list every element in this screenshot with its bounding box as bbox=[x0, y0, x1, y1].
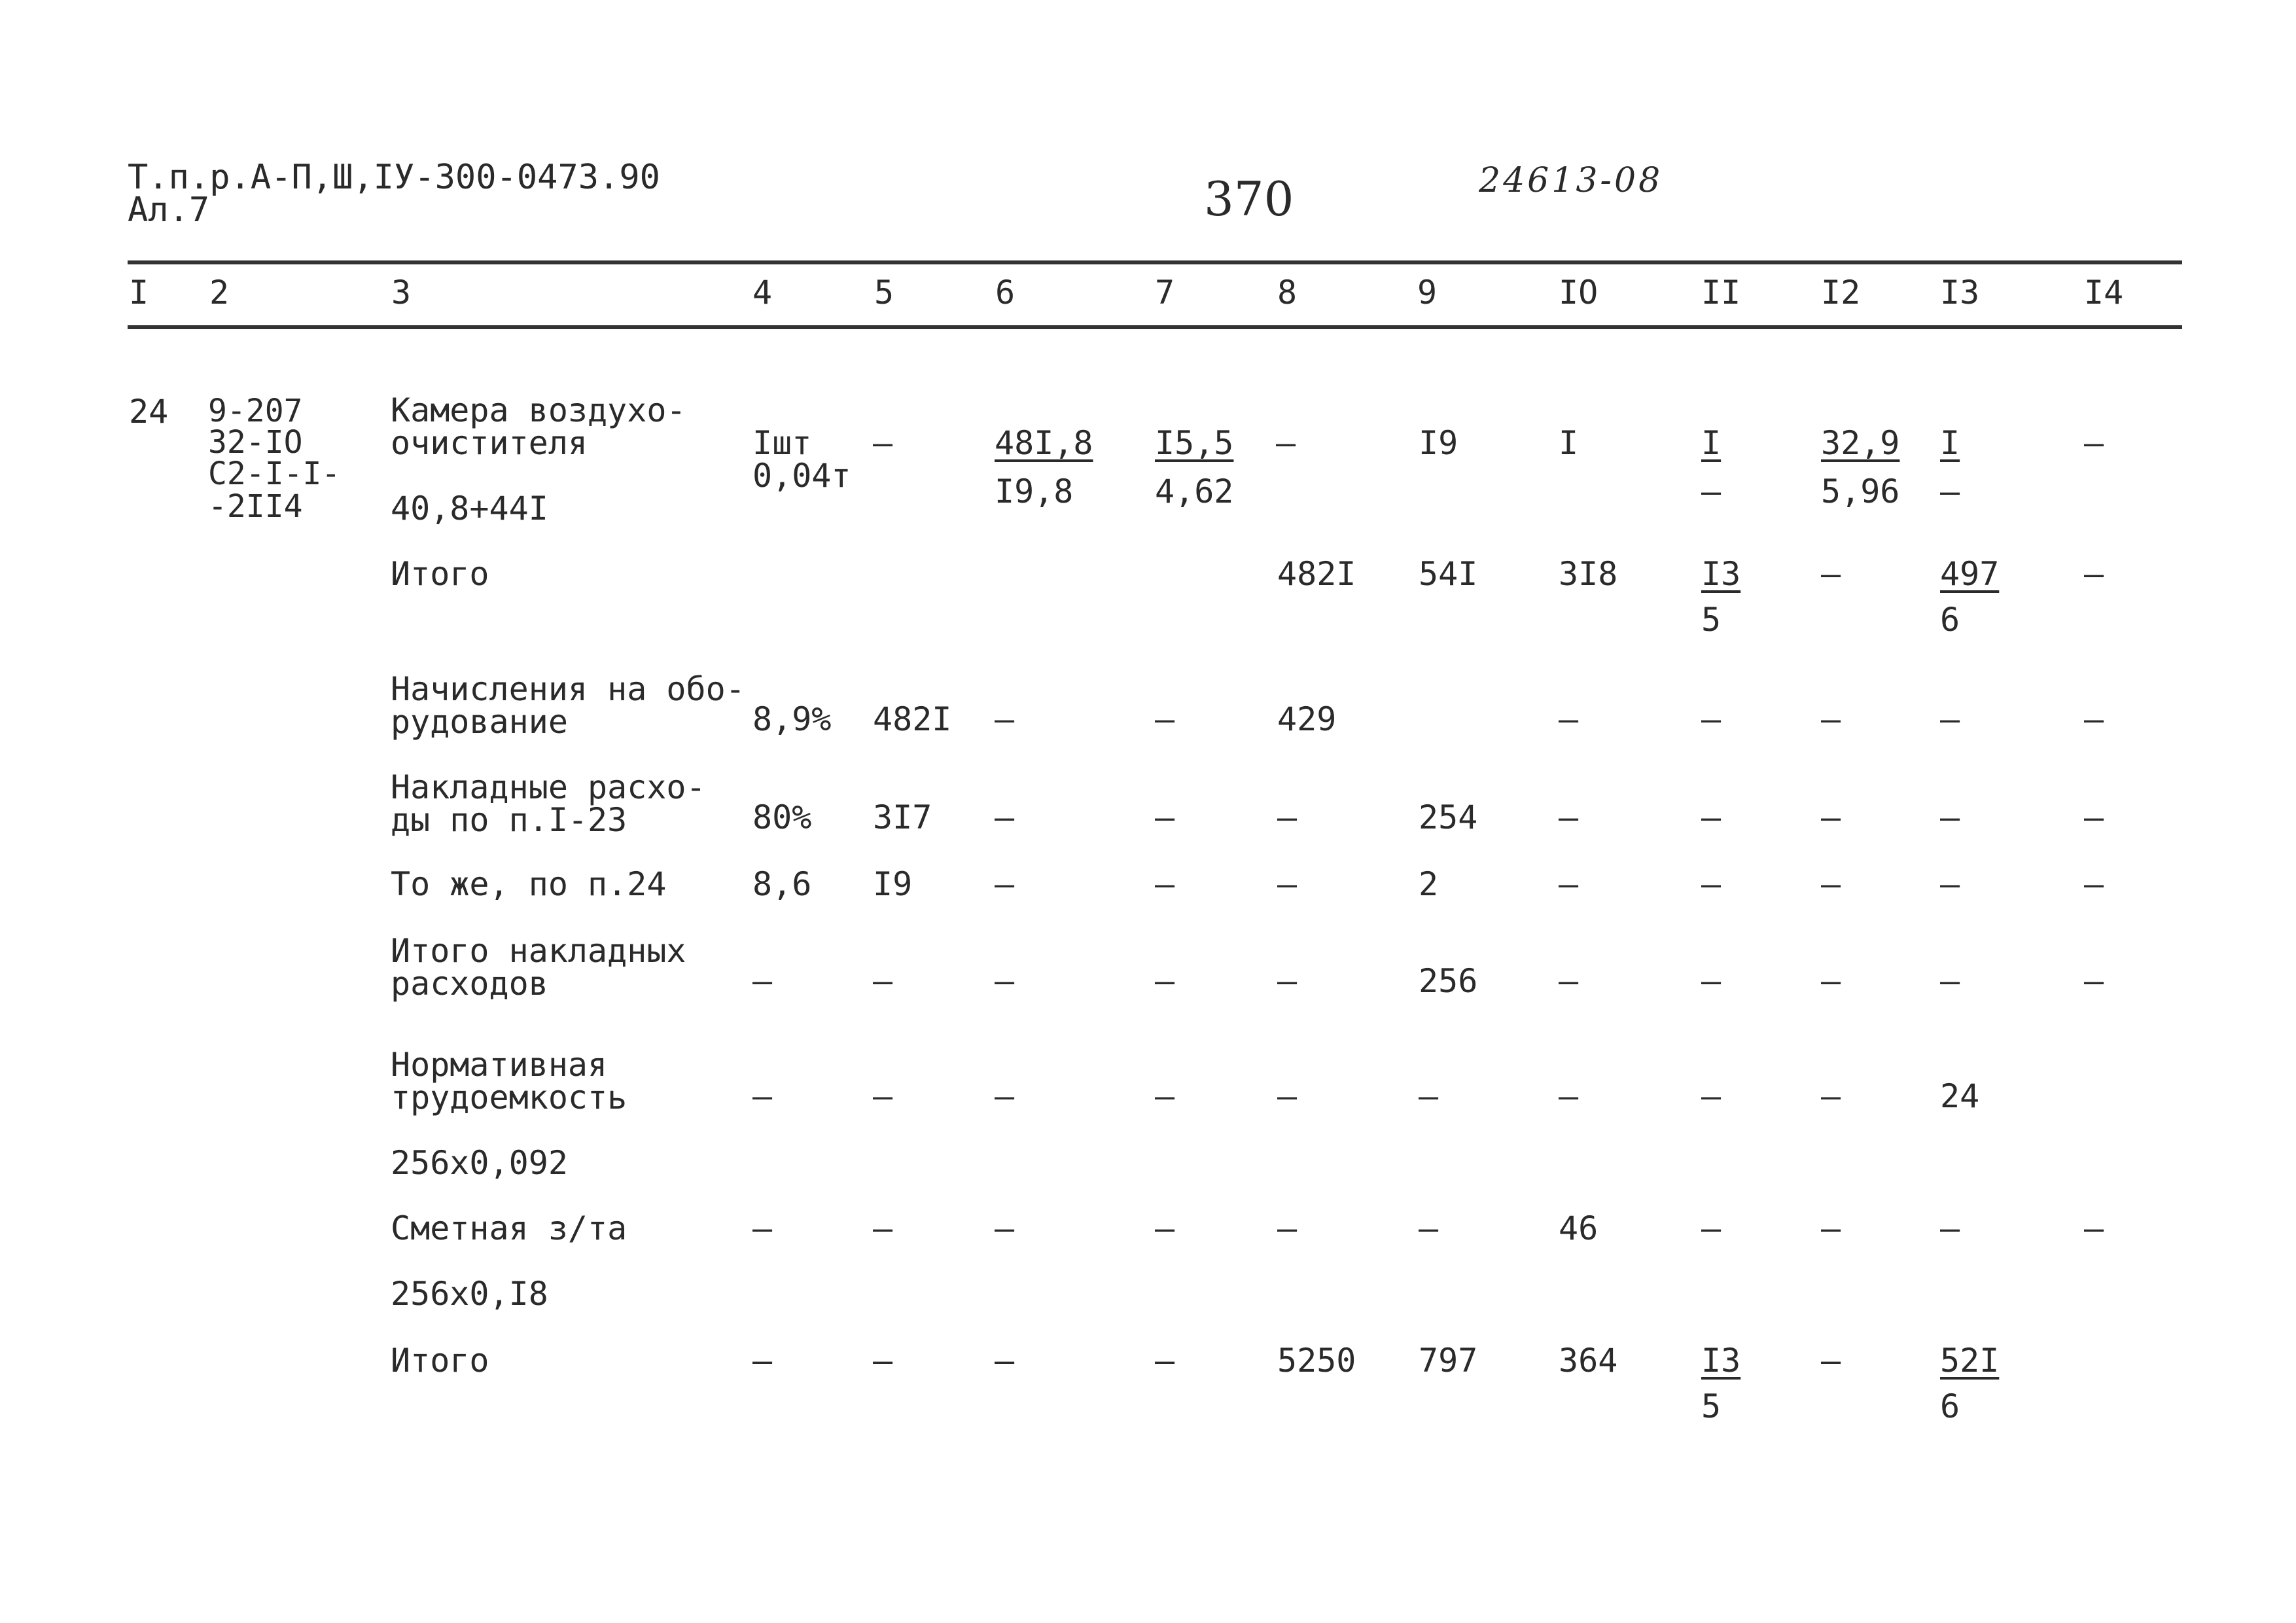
item-col12-bottom: 5,96 bbox=[1821, 473, 1900, 510]
labor-col5: – bbox=[873, 1077, 893, 1115]
subtotal-col10: 3I8 bbox=[1559, 555, 1618, 593]
overhead-same-col7: – bbox=[1155, 865, 1175, 903]
total-col10: 364 bbox=[1559, 1342, 1618, 1380]
item-col13-bottom: – bbox=[1940, 473, 1960, 510]
total-col4: – bbox=[752, 1342, 773, 1380]
overhead-total-col14: – bbox=[2084, 962, 2104, 1000]
wage-col7: – bbox=[1155, 1209, 1175, 1247]
table-header-bottom-rule bbox=[128, 325, 2182, 329]
charges-label-line: Начисления на обо- bbox=[391, 670, 745, 708]
overhead-same-col6: – bbox=[995, 865, 1015, 903]
wage-col8: – bbox=[1277, 1209, 1298, 1247]
item-code-line: 32-IO bbox=[208, 424, 303, 461]
subtotal-label: Итого bbox=[391, 555, 489, 593]
overhead-col5: 3I7 bbox=[873, 798, 932, 836]
labor-col13: 24 bbox=[1940, 1077, 1980, 1115]
item-col7-bottom: 4,62 bbox=[1155, 473, 1234, 510]
col-header-7: 7 bbox=[1155, 274, 1175, 312]
overhead-col9: 254 bbox=[1419, 798, 1478, 836]
overhead-same-label: То же, по п.24 bbox=[391, 865, 667, 903]
item-col13-top: I bbox=[1940, 424, 1960, 462]
item-col7-top: I5,5 bbox=[1155, 424, 1234, 462]
overhead-label-line: Накладные расхо- bbox=[391, 768, 706, 806]
col-header-2: 2 bbox=[209, 274, 230, 312]
col-header-9: 9 bbox=[1417, 274, 1438, 312]
wage-col6: – bbox=[995, 1209, 1015, 1247]
item-col6-bottom: I9,8 bbox=[995, 473, 1074, 510]
charges-col5: 482I bbox=[873, 700, 952, 738]
item-col6-top: 48I,8 bbox=[995, 424, 1093, 462]
item-formula: 40,8+44I bbox=[391, 490, 548, 527]
table-top-rule bbox=[128, 260, 2182, 264]
overhead-col8: – bbox=[1277, 798, 1298, 836]
wage-formula: 256х0,I8 bbox=[391, 1275, 548, 1313]
document-reference: Т.п.р.А-П,Ш,IУ-300-0473.90 bbox=[128, 158, 660, 197]
col-header-11: II bbox=[1701, 274, 1741, 312]
labor-col10: – bbox=[1559, 1077, 1579, 1115]
subtotal-col11-top: I3 bbox=[1701, 555, 1741, 593]
overhead-col12: – bbox=[1821, 798, 1841, 836]
overhead-total-col10: – bbox=[1559, 962, 1579, 1000]
charges-col14: – bbox=[2084, 700, 2104, 738]
col-header-4: 4 bbox=[752, 274, 773, 312]
overhead-label-line: ды по п.I-23 bbox=[391, 801, 627, 839]
labor-col7: – bbox=[1155, 1077, 1175, 1115]
item-col11-bottom: – bbox=[1701, 473, 1722, 510]
labor-col8: – bbox=[1277, 1077, 1298, 1115]
wage-col9: – bbox=[1419, 1209, 1439, 1247]
handwritten-code: 24613-08 bbox=[1479, 161, 1663, 200]
item-number: 24 bbox=[129, 393, 169, 431]
total-col9: 797 bbox=[1419, 1342, 1478, 1380]
col-header-14: I4 bbox=[2084, 274, 2124, 312]
labor-col12: – bbox=[1821, 1077, 1841, 1115]
subtotal-col9: 54I bbox=[1419, 555, 1478, 593]
total-col8: 5250 bbox=[1277, 1342, 1356, 1380]
overhead-total-col6: – bbox=[995, 962, 1015, 1000]
wage-col10: 46 bbox=[1559, 1209, 1598, 1247]
overhead-same-col4: 8,6 bbox=[752, 865, 812, 903]
overhead-same-col14: – bbox=[2084, 865, 2104, 903]
labor-col6: – bbox=[995, 1077, 1015, 1115]
overhead-total-col12: – bbox=[1821, 962, 1841, 1000]
total-label: Итого bbox=[391, 1342, 489, 1380]
item-col9: I9 bbox=[1419, 424, 1458, 462]
col-header-10: IO bbox=[1559, 274, 1598, 312]
col-header-3: 3 bbox=[391, 274, 412, 312]
overhead-col11: – bbox=[1701, 798, 1722, 836]
page-number: 370 bbox=[1204, 171, 1294, 226]
overhead-total-col4: – bbox=[752, 962, 773, 1000]
col-header-13: I3 bbox=[1940, 274, 1980, 312]
item-name-line: очистителя bbox=[391, 424, 588, 462]
labor-col11: – bbox=[1701, 1077, 1722, 1115]
overhead-same-col9: 2 bbox=[1419, 865, 1439, 903]
overhead-total-col13: – bbox=[1940, 962, 1960, 1000]
wage-col14: – bbox=[2084, 1209, 2104, 1247]
overhead-col4: 80% bbox=[752, 798, 812, 836]
wage-col5: – bbox=[873, 1209, 893, 1247]
overhead-col7: – bbox=[1155, 798, 1175, 836]
overhead-total-label-line: Итого накладных bbox=[391, 932, 686, 970]
col-header-8: 8 bbox=[1277, 274, 1298, 312]
total-col7: – bbox=[1155, 1342, 1175, 1380]
charges-col13: – bbox=[1940, 700, 1960, 738]
subtotal-col13-bottom: 6 bbox=[1940, 601, 1960, 639]
overhead-col10: – bbox=[1559, 798, 1579, 836]
total-col6: – bbox=[995, 1342, 1015, 1380]
labor-col4: – bbox=[752, 1077, 773, 1115]
item-weight: 0,04т bbox=[752, 457, 851, 495]
charges-col7: – bbox=[1155, 700, 1175, 738]
charges-col10: – bbox=[1559, 700, 1579, 738]
subtotal-col11-bottom: 5 bbox=[1701, 601, 1722, 639]
wage-col12: – bbox=[1821, 1209, 1841, 1247]
item-code-line: С2-I-I- bbox=[208, 455, 341, 492]
overhead-same-col10: – bbox=[1559, 865, 1579, 903]
total-col5: – bbox=[873, 1342, 893, 1380]
col-header-6: 6 bbox=[995, 274, 1016, 312]
subtotal-col14: – bbox=[2084, 555, 2104, 593]
overhead-total-col7: – bbox=[1155, 962, 1175, 1000]
item-quantity: Iшт bbox=[752, 424, 812, 462]
labor-formula: 256х0,092 bbox=[391, 1144, 568, 1182]
overhead-same-col12: – bbox=[1821, 865, 1841, 903]
wage-col13: – bbox=[1940, 1209, 1960, 1247]
subtotal-col13-top: 497 bbox=[1940, 555, 2000, 593]
wage-col11: – bbox=[1701, 1209, 1722, 1247]
overhead-total-col9: 256 bbox=[1419, 962, 1478, 1000]
total-col11-bottom: 5 bbox=[1701, 1387, 1722, 1425]
overhead-col13: – bbox=[1940, 798, 1960, 836]
labor-label-line: Нормативная bbox=[391, 1046, 608, 1084]
total-col13-bottom: 6 bbox=[1940, 1387, 1960, 1425]
item-col11-top: I bbox=[1701, 424, 1722, 462]
total-col13-top: 52I bbox=[1940, 1342, 2000, 1380]
charges-col8: 429 bbox=[1277, 700, 1337, 738]
charges-col6: – bbox=[995, 700, 1015, 738]
overhead-same-col11: – bbox=[1701, 865, 1722, 903]
overhead-total-col11: – bbox=[1701, 962, 1722, 1000]
wage-col4: – bbox=[752, 1209, 773, 1247]
charges-col12: – bbox=[1821, 700, 1841, 738]
item-code-line: -2II4 bbox=[208, 488, 303, 525]
labor-label-line: трудоемкость bbox=[391, 1079, 627, 1116]
charges-label-line: рудование bbox=[391, 703, 568, 741]
item-col10: I bbox=[1559, 424, 1579, 462]
overhead-same-col5: I9 bbox=[873, 865, 913, 903]
total-col11-top: I3 bbox=[1701, 1342, 1741, 1380]
overhead-same-col13: – bbox=[1940, 865, 1960, 903]
total-col12: – bbox=[1821, 1342, 1841, 1380]
overhead-total-label-line: расходов bbox=[391, 965, 548, 1003]
col-header-12: I2 bbox=[1821, 274, 1861, 312]
subtotal-col12: – bbox=[1821, 555, 1841, 593]
wage-label: Сметная з/та bbox=[391, 1209, 627, 1247]
col-header-1: I bbox=[129, 274, 149, 312]
subtotal-col8: 482I bbox=[1277, 555, 1356, 593]
overhead-col14: – bbox=[2084, 798, 2104, 836]
charges-col4: 8,9% bbox=[752, 700, 832, 738]
album-number: Ал.7 bbox=[128, 190, 210, 230]
labor-col9: – bbox=[1419, 1077, 1439, 1115]
item-col14: – bbox=[2084, 424, 2104, 462]
overhead-same-col8: – bbox=[1277, 865, 1298, 903]
item-col12-top: 32,9 bbox=[1821, 424, 1900, 462]
item-col5: – bbox=[873, 424, 893, 462]
charges-col11: – bbox=[1701, 700, 1722, 738]
item-name-line: Камера воздухо- bbox=[391, 391, 686, 429]
overhead-total-col8: – bbox=[1277, 962, 1298, 1000]
overhead-total-col5: – bbox=[873, 962, 893, 1000]
item-col8: – bbox=[1276, 424, 1296, 462]
col-header-5: 5 bbox=[874, 274, 894, 312]
overhead-col6: – bbox=[995, 798, 1015, 836]
item-code-line: 9-207 bbox=[208, 393, 303, 429]
